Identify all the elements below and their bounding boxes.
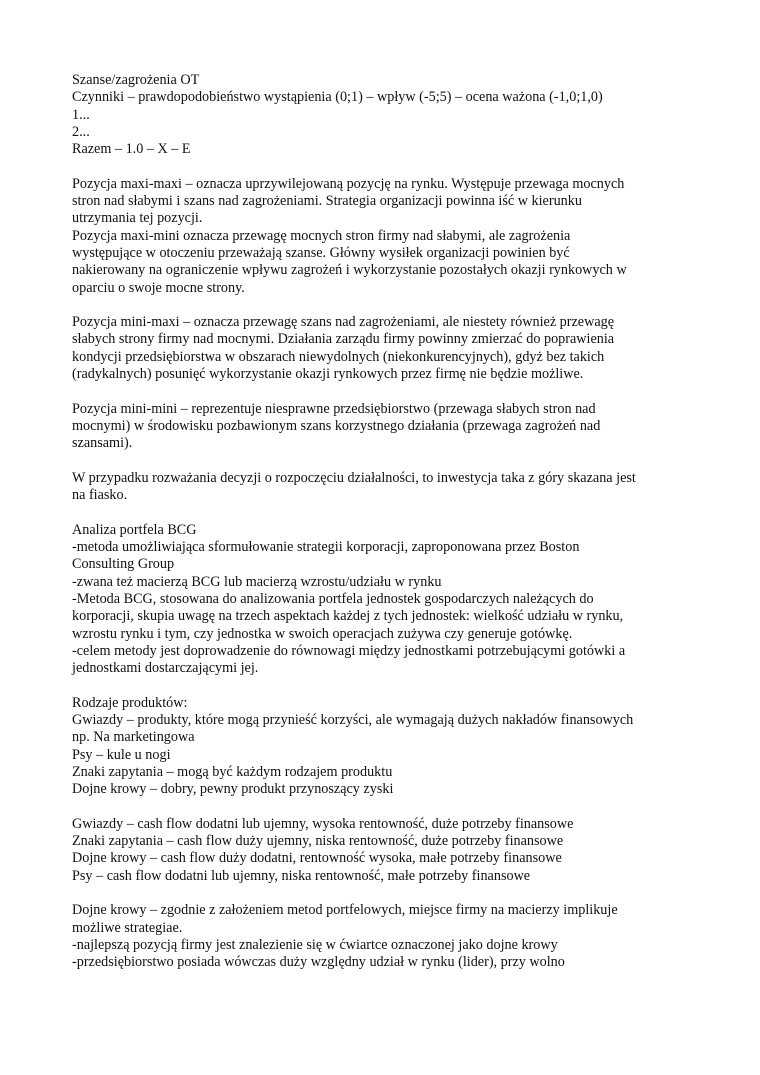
text-line: utrzymania tej pozycji.: [72, 210, 203, 227]
paragraph-mini-maxi: [72, 314, 688, 383]
text-line: Znaki zapytania – cash flow duży ujemny, niska rentowność, duże potrzeby finansowe: [72, 833, 564, 850]
paragraph-mini-mini: [72, 401, 688, 453]
paragraph-swot-factors: [72, 72, 688, 158]
paragraph-bcg-analysis: [72, 522, 688, 678]
text-line: Razem – 1.0 – X – E: [72, 141, 191, 158]
text-line: jednostkami dostarczającymi jej.: [72, 660, 259, 677]
text-line: -metoda umożliwiająca sformułowanie strategii korporacji, zaproponowana przez Boston: [72, 539, 580, 556]
text-line: (radykalnych) posunięć wykorzystanie okazji rynkowych przez firmę nie będzie możliwe.: [72, 366, 584, 383]
document-page: [72, 72, 688, 989]
paragraph-cash-cows: [72, 902, 688, 971]
text-line: -celem metody jest doprowadzenie do równowagi między jednostkami potrzebującymi gotówki a: [72, 642, 626, 659]
text-line: 2...: [72, 123, 90, 140]
text-line: korporacji, skupia uwagę na trzech aspektach każdej z tych jednostek: wielkość udziału w rynku,: [72, 608, 624, 625]
text-line: -Metoda BCG, stosowana do analizowania portfela jednostek gospodarczych należących do: [72, 590, 594, 607]
text-line: Dojne krowy – zgodnie z założeniem metod portfelowych, miejsce firmy na macierzy implikuje: [72, 902, 618, 919]
text-line: Dojne krowy – cash flow duży dodatni, rentowność wysoka, małe potrzeby finansowe: [72, 850, 562, 867]
text-line: Gwiazdy – cash flow dodatni lub ujemny, wysoka rentowność, duże potrzeby finansowe: [72, 815, 574, 832]
text-line: 1...: [72, 106, 90, 123]
text-line: szansami).: [72, 435, 133, 452]
text-line: stron nad słabymi i szans nad zagrożeniami. Strategia organizacji powinna iść w kierunku: [72, 193, 582, 210]
text-line: wzrostu rynku i tym, czy jednostka w swoich operacjach zużywa czy generuje gotówkę.: [72, 625, 573, 642]
text-line: oparciu o swoje mocne strony.: [72, 279, 245, 296]
text-line: Consulting Group: [72, 556, 175, 573]
text-line: Psy – kule u nogi: [72, 746, 171, 763]
text-line: -zwana też macierzą BCG lub macierzą wzrostu/udziału w rynku: [72, 573, 442, 590]
text-line: Rodzaje produktów:: [72, 694, 188, 711]
text-line: np. Na marketingowa: [72, 729, 195, 746]
paragraph-cash-flow: [72, 816, 688, 885]
text-line: występujące w otoczeniu przeważają szanse. Główny wysiłek organizacji powinien być: [72, 244, 570, 261]
paragraph-maxi-positions: [72, 176, 688, 297]
text-line: -przedsiębiorstwo posiada wówczas duży względny udział w rynku (lider), przy wolno: [72, 954, 565, 971]
text-line: możliwe strategiae.: [72, 919, 183, 936]
text-line: Pozycja mini-mini – reprezentuje niesprawne przedsiębiorstwo (przewaga słabych stron nad: [72, 400, 596, 417]
paragraph-decision: [72, 470, 688, 505]
text-line: Psy – cash flow dodatni lub ujemny, niska rentowność, małe potrzeby finansowe: [72, 867, 531, 884]
text-line: kondycji przedsiębiorstwa w obszarach niewydolnych (niekonkurencyjnych), gdyż bez takich: [72, 348, 605, 365]
text-line: -najlepszą pozycją firmy jest znalezienie się w ćwiartce oznaczonej jako dojne krowy: [72, 936, 558, 953]
text-line: na fiasko.: [72, 487, 128, 504]
text-line: Gwiazdy – produkty, które mogą przynieść korzyści, ale wymagają dużych nakładów finansowych: [72, 711, 634, 728]
text-line: Pozycja maxi-maxi – oznacza uprzywilejowaną pozycję na rynku. Występuje przewaga mocnych: [72, 175, 625, 192]
text-line: Czynniki – prawdopodobieństwo wystąpienia (0;1) – wpływ (-5;5) – ocena ważona (-1,0;1,0): [72, 89, 603, 106]
text-line: mocnymi) w środowisku pozbawionym szans korzystnego działania (przewaga zagrożeń nad: [72, 417, 601, 434]
text-line: słabych strony firmy nad mocnymi. Działania zarządu firmy powinny zmierzać do poprawienia: [72, 331, 615, 348]
text-line: Dojne krowy – dobry, pewny produkt przynoszący zyski: [72, 781, 394, 798]
paragraph-product-types: [72, 695, 688, 799]
text-line: Znaki zapytania – mogą być każdym rodzajem produktu: [72, 763, 393, 780]
text-line: nakierowany na ograniczenie wpływu zagrożeń i wykorzystanie pozostałych okazji rynkowych w: [72, 262, 627, 279]
text-line: Pozycja mini-maxi – oznacza przewagę szans nad zagrożeniami, ale niestety również przewagę: [72, 314, 615, 331]
text-line: Analiza portfela BCG: [72, 521, 197, 538]
text-line: Pozycja maxi-mini oznacza przewagę mocnych stron firmy nad słabymi, ale zagrożenia: [72, 227, 571, 244]
text-line: W przypadku rozważania decyzji o rozpoczęciu działalności, to inwestycja taka z góry skazana jest: [72, 469, 636, 486]
text-line: Szanse/zagrożenia OT: [72, 72, 200, 88]
